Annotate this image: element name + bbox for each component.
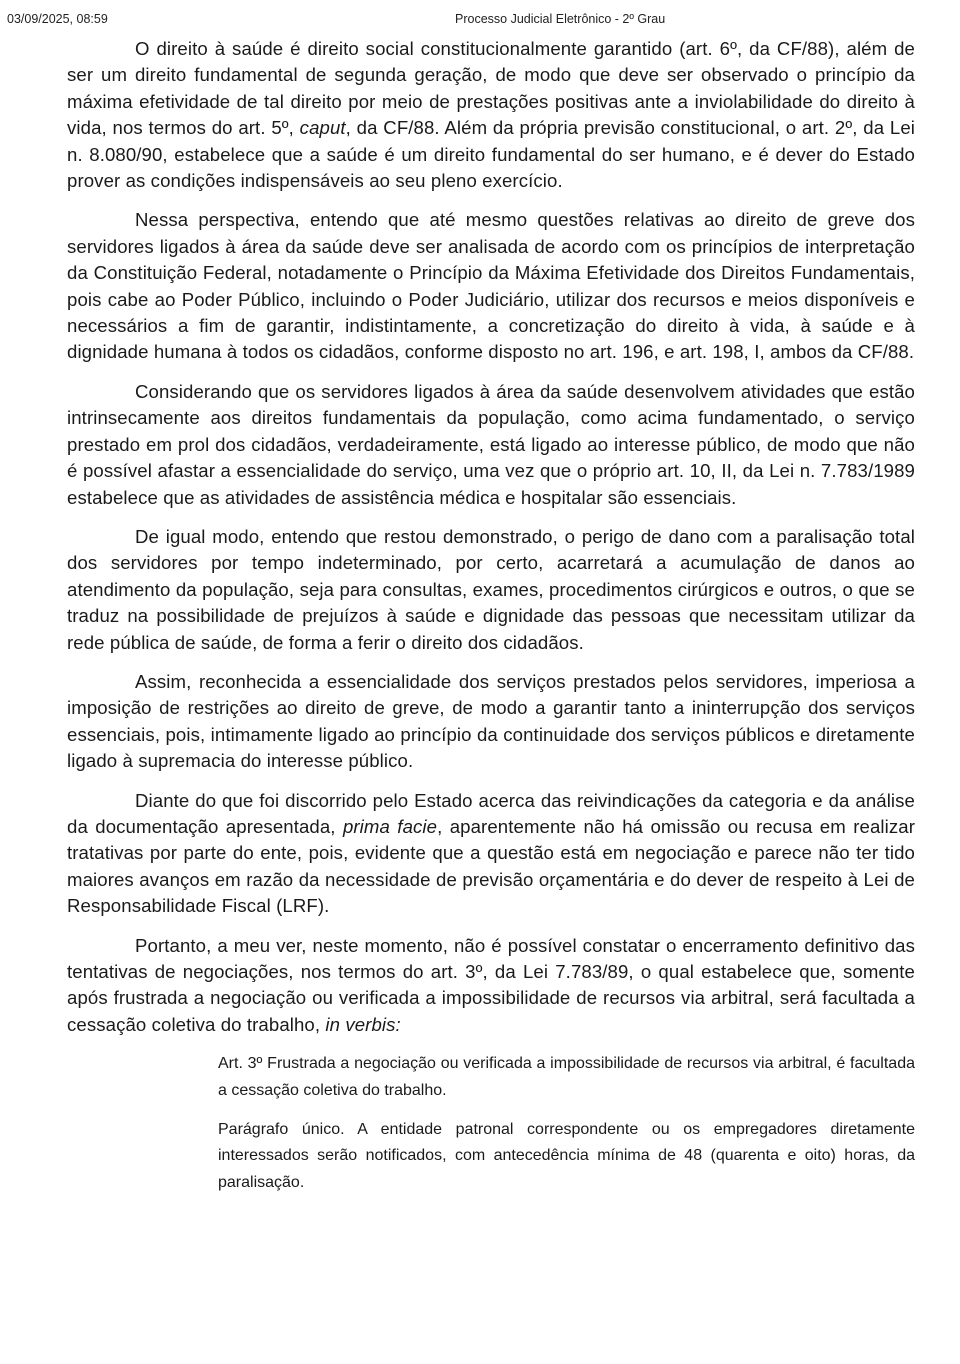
page-header bbox=[0, 12, 960, 30]
paragraph-1: O direito à saúde é direito social constitucionalmente garantido (art. 6º, da CF/88), além de ser um direito fundamental de segunda geração, de modo que deve ser observado o princípio da máxima efetividade de tal direito por meio de prestações positivas ante a inviolabilidade do direito à vida, nos termos do art. 5º, caput, da CF/88. Além da própria previsão constitucional, o art. 2º, da Lei n. 8.080/90, estabelece que a saúde é um direito fundamental do ser humano, e é dever do Estado prover as condições indispensáveis ao seu pleno exercício. bbox=[67, 38, 915, 192]
paragraph-7: Portanto, a meu ver, neste momento, não é possível constatar o encerramento definitivo das tentativas de negociações, nos termos do art. 3º, da Lei 7.783/89, o qual estabelece que, somente após frustrada a negociação ou verificada a impossibilidade de recursos via arbitral, será facultada a cessação coletiva do trabalho, in verbis: bbox=[67, 934, 915, 1035]
italic-term: prima facie bbox=[342, 815, 438, 837]
italic-term: caput bbox=[299, 117, 346, 139]
citation-paragraph: Parágrafo único. A entidade patronal correspondente ou os empregadores diretamente interessados serão notificados, com antecedência mínima de 48 (quarenta e oito) horas, da paralisação. bbox=[218, 1121, 915, 1191]
header-title: Processo Judicial Eletrônico - 2º Grau bbox=[455, 12, 666, 26]
legal-citation-block bbox=[218, 1051, 915, 1196]
paragraph-2: Nessa perspectiva, entendo que até mesmo questões relativas ao direito de greve dos servidores ligados à área da saúde deve ser analisada de acordo com os princípios de interpretação da Constituição Federal, notadamente o Princípio da Máxima Efetividade dos Direitos Fundamentais, pois cabe ao Poder Público, incluindo o Poder Judiciário, utilizar dos recursos e meios disponíveis e necessários a fim de garantir, indistintamente, a concretização do direito à vida, à saúde e à dignidade humana à todos os cidadãos, conforme disposto no art. 196, e art. 198, I, ambos da CF/88. bbox=[67, 209, 915, 363]
paragraph-6: Diante do que foi discorrido pelo Estado acerca das reivindicações da categoria e da análise da documentação apresentada, prima facie, aparentemente não há omissão ou recusa em realizar tratativas por parte do ente, pois, evidente que a questão está em negociação e parece não ter tido maiores avanços em razão da necessidade de previsão orçamentária e do dever de respeito à Lei de Responsabilidade Fiscal (LRF). bbox=[67, 789, 915, 917]
citation-article: Art. 3º Frustrada a negociação ou verificada a impossibilidade de recursos via arbitral, é facultada a cessação coletiva do trabalho. bbox=[218, 1055, 915, 1099]
italic-term: in verbis: bbox=[325, 1013, 401, 1035]
paragraph-3: Considerando que os servidores ligados à área da saúde desenvolvem atividades que estão intrinsecamente aos direitos fundamentais da população, como acima fundamentado, o serviço prestado em prol dos cidadãos, verdadeiramente, está ligado ao interesse público, de modo que não é possível afastar a essencialidade do serviço, uma vez que o próprio art. 10, II, da Lei n. 7.783/1989 estabelece que as atividades de assistência médica e hospitalar são essenciais. bbox=[67, 380, 915, 508]
document-body bbox=[67, 36, 915, 1209]
paragraph-5: Assim, reconhecida a essencialidade dos serviços prestados pelos servidores, imperiosa a imposição de restrições ao direito de greve, de modo a garantir tanto a ininterrupção dos serviços essenciais, pois, intimamente ligado ao princípio da continuidade dos serviços públicos e diretamente ligado à supremacia do interesse público. bbox=[67, 670, 915, 772]
paragraph-4: De igual modo, entendo que restou demonstrado, o perigo de dano com a paralisação total dos servidores por tempo indeterminado, por certo, acarretará a acumulação de danos ao atendimento da população, seja para consultas, exames, procedimentos cirúrgicos e outros, o que se traduz na possibilidade de prejuízos à saúde e dignidade das pessoas que necessitam utilizar da rede pública de saúde, de forma a ferir o direito dos cidadãos. bbox=[67, 525, 915, 653]
print-datetime: 03/09/2025, 08:59 bbox=[7, 12, 108, 26]
